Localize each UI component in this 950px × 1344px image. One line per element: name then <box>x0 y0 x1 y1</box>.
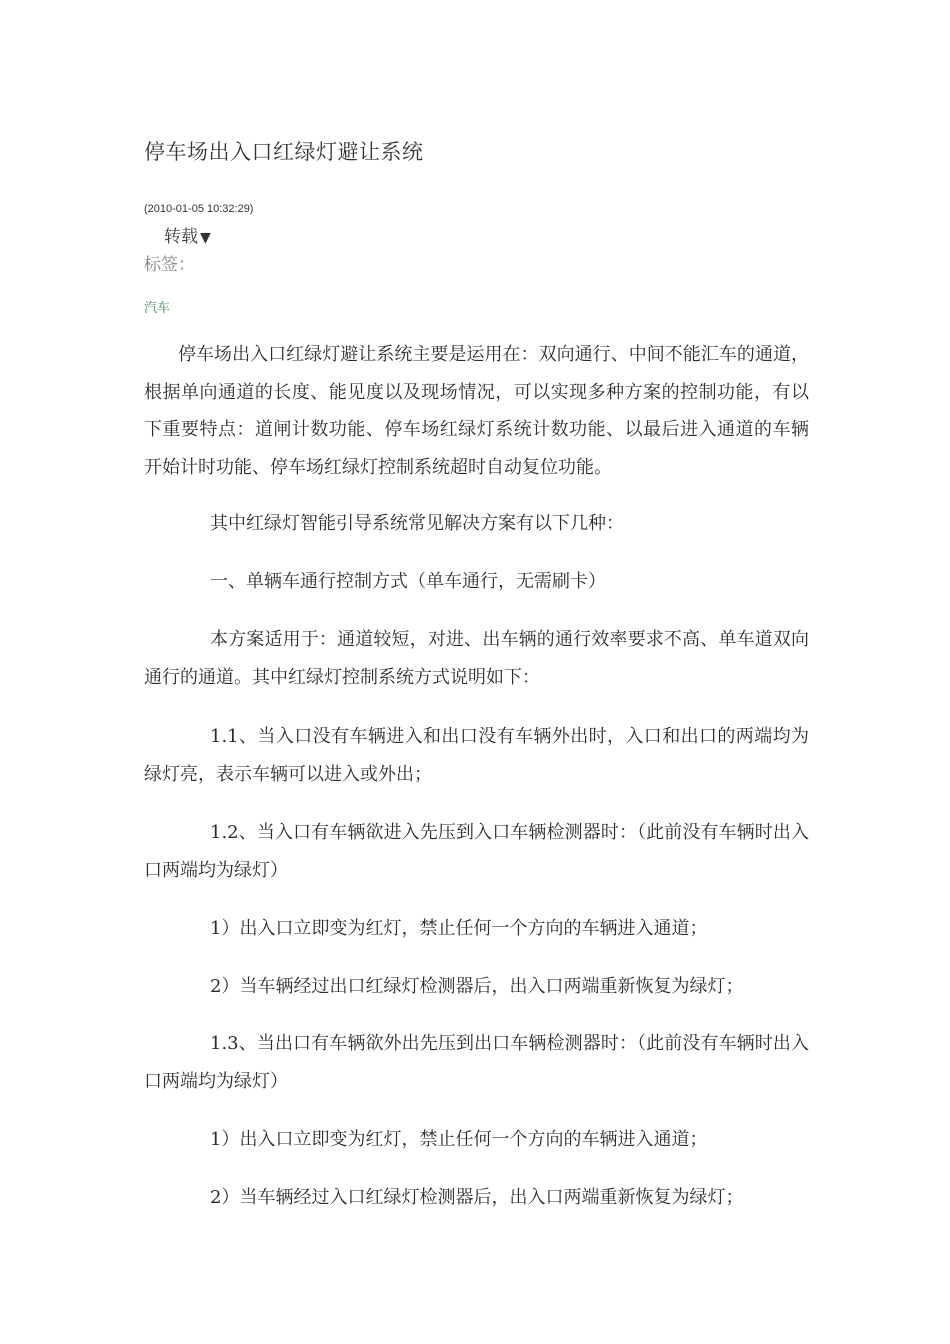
tags-label: 标签： <box>144 255 195 275</box>
paragraph-1-3-step-1: 1）出入口立即变为红灯，禁止任何一个方向的车辆进入通道； <box>210 1129 708 1150</box>
paragraph-1-2-step-2: 2）当车辆经过出口红绿灯检测器后，出入口两端重新恢复为绿灯； <box>210 976 744 997</box>
paragraph-1-3-step-2: 2）当车辆经过入口红绿灯检测器后，出入口两端重新恢复为绿灯； <box>210 1187 744 1208</box>
article-title: 停车场出入口红绿灯避让系统 <box>144 140 424 164</box>
paragraph-1-3: 1.3、当出口有车辆欲外出先压到出口车辆检测器时：（此前没有车辆时出入口两端均为绿灯） <box>144 1033 809 1092</box>
tag-link-auto[interactable]: 汽车 <box>144 301 171 316</box>
repost-button[interactable] <box>164 222 211 247</box>
paragraph-solutions: 其中红绿灯智能引导系统常见解决方案有以下几种： <box>210 513 624 534</box>
paragraph-scope: 本方案适用于：通道较短，对进、出车辆的通行效率要求不高、单车道双向通行的通道。其中红绿灯控制系统方式说明如下： <box>144 629 809 688</box>
paragraph-intro: 停车场出入口红绿灯避让系统主要是运用在：双向通行、中间不能汇车的通道，根据单向通道的长度、能见度以及现场情况，可以实现多种方案的控制功能，有以下重要特点：道闸计数功能、停车场红绿灯系统计数功能、以最后进入通道的车辆开始计时功能、停车场红绿灯控制系统超时自动复位功能。 <box>144 344 809 478</box>
section-heading-1: 一、单辆车通行控制方式（单车通行，无需刷卡） <box>210 571 606 592</box>
paragraph-1-2-step-1: 1）出入口立即变为红灯，禁止任何一个方向的车辆进入通道； <box>210 918 708 939</box>
paragraph-1-1: 1.1、当入口没有车辆进入和出口没有车辆外出时，入口和出口的两端均为绿灯亮，表示车辆可以进入或外出； <box>144 726 809 785</box>
post-date: (2010-01-05 10:32:29) <box>144 203 254 215</box>
dropdown-arrow-icon: ▼ <box>200 230 211 246</box>
paragraph-1-2: 1.2、当入口有车辆欲进入先压到入口车辆检测器时：（此前没有车辆时出入口两端均为绿灯） <box>144 822 809 881</box>
repost-label: 转载 <box>164 227 198 247</box>
